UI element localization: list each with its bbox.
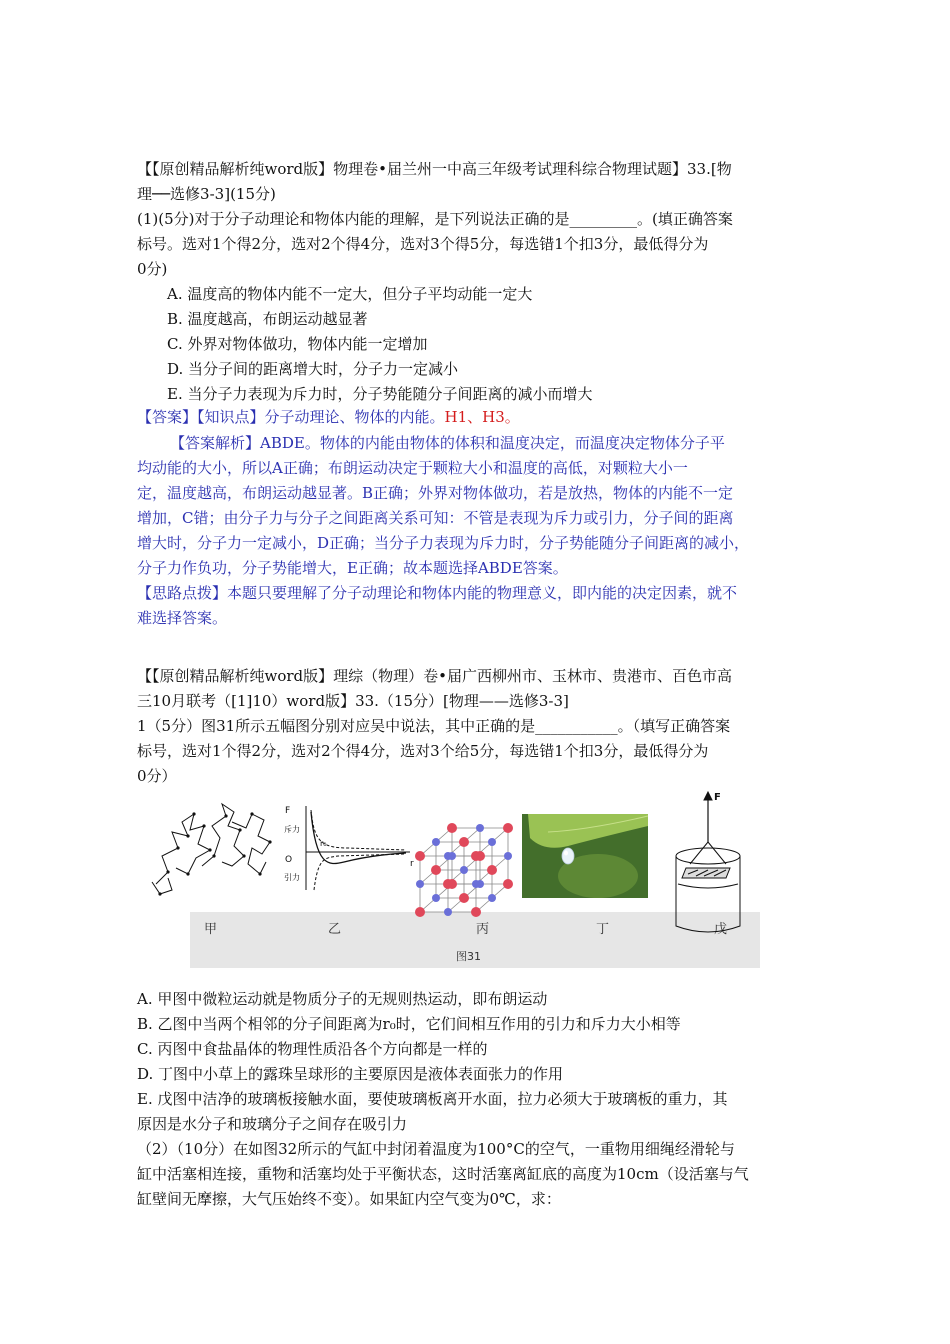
figure-label-ding: 丁 <box>596 922 610 937</box>
q1-analysis-line4: 增加，C错；由分子力与分子之间距离关系可知：不管是表现为斥力或引力，分子间的距离 <box>137 509 734 527</box>
graph-attraction-label: 引力 <box>284 873 300 882</box>
lattice-ion-cl <box>460 866 468 874</box>
q1-analysis-line5: 增大时，分子力一定减小，D正确；当分子力表现为斥力时，分子势能随分子间距离的减小， <box>137 534 750 552</box>
q2-header-line2: 三10月联考（[1]10）word版】33.（15分）[物理——选修3-3] <box>137 692 569 710</box>
lattice-ion-na <box>471 907 481 917</box>
q1-analysis-line6: 分子力作负功，分子势能增大，E正确；故本题选择ABDE答案。 <box>137 559 568 577</box>
dewdrop-photo <box>522 814 648 898</box>
figure-label-bing: 丙 <box>476 922 490 937</box>
lattice-ion-cl <box>444 908 452 916</box>
q1-prompt-line3: 0分) <box>137 260 168 278</box>
lattice-ion-cl <box>432 894 440 902</box>
q1-option-c: C. 外界对物体做功，物体内能一定增加 <box>167 335 428 353</box>
figure-31 <box>148 786 788 972</box>
figure-label-wu: 戊 <box>714 922 728 937</box>
figure-label-jia: 甲 <box>204 922 218 937</box>
lattice-ion-cl <box>472 880 480 888</box>
q2-option-b: B. 乙图中当两个相邻的分子间距离为r₀时，它们间相互作用的引力和斥力大小相等 <box>137 1015 681 1033</box>
lattice-ion-na <box>415 907 425 917</box>
lattice-ion-na <box>503 823 513 833</box>
q1-analysis-line1: 【答案解析】ABDE。物体的内能由物体的体积和温度决定，而温度决定物体分子平 <box>170 434 725 452</box>
q2-part2-line3: 缸壁间无摩擦，大气压始终不变）。如果缸内空气变为0℃，求： <box>137 1190 561 1208</box>
graph-repulsion-label: 斥力 <box>284 825 300 834</box>
q1-option-a: A. 温度高的物体内能不一定大，但分子平均动能一定大 <box>167 285 533 303</box>
graph-y-axis-label: F <box>285 806 291 816</box>
q1-header-line2: 理──选修3-3](15分) <box>137 185 276 203</box>
q2-header-line1: 【【原创精品解析纯word版】理综（物理）卷•届广西柳州市、玉林市、贵港市、百色市高 <box>137 667 732 685</box>
lattice-ion-cl <box>488 894 496 902</box>
lattice-ion-na <box>487 865 497 875</box>
q1-answer-label: 【答案】【知识点】分子动理论、物体的内能。 <box>137 408 445 426</box>
salt-crystal-lattice <box>415 823 513 917</box>
lattice-ion-cl <box>444 852 452 860</box>
figure-caption: 图31 <box>456 950 481 963</box>
q2-option-c: C. 丙图中食盐晶体的物理性质沿各个方向都是一样的 <box>137 1040 488 1058</box>
lattice-ion-cl <box>476 824 484 832</box>
q2-option-a: A. 甲图中微粒运动就是物质分子的无规则热运动，即布朗运动 <box>137 990 548 1008</box>
q1-hint-line2: 难选择答案。 <box>137 609 228 627</box>
lattice-ion-na <box>459 893 469 903</box>
q1-option-b: B. 温度越高，布朗运动越显著 <box>167 310 368 328</box>
lattice-ion-na <box>431 865 441 875</box>
figure-label-yi: 乙 <box>328 922 342 937</box>
lattice-ion-na <box>459 837 469 847</box>
lattice-ion-cl <box>432 838 440 846</box>
lattice-ion-cl <box>504 852 512 860</box>
graph-origin-label: O <box>285 855 293 865</box>
molecular-force-graph <box>284 806 414 890</box>
q2-prompt-line2: 标号，选对1个得2分，选对2个得4分，选对3个给5分，每选错1个扣3分，最低得分为 <box>137 742 709 760</box>
q1-analysis-line3: 定，温度越高，布朗运动越显著。B正确；外界对物体做功，若是放热，物体的内能不一定 <box>137 484 734 502</box>
lattice-ion-na <box>443 879 453 889</box>
q1-option-d: D. 当分子间的距离增大时，分子力一定减小 <box>167 360 459 378</box>
q1-answer-codes: H1、H3。 <box>444 408 520 426</box>
q2-part2-line1: （2）（10分）在如图32所示的气缸中封闭着温度为100°C的空气，一重物用细绳经滑轮与 <box>137 1140 735 1158</box>
glass-plate-force-diagram <box>676 792 740 932</box>
q2-option-e-line2: 原因是水分子和玻璃分子之间存在吸引力 <box>137 1115 408 1133</box>
q2-option-e-line1: E. 戊图中洁净的玻璃板接触水面，要使玻璃板离开水面，拉力必须大于玻璃板的重力，其 <box>137 1090 728 1108</box>
q2-option-d: D. 丁图中小草上的露珠呈球形的主要原因是液体表面张力的作用 <box>137 1065 564 1083</box>
lattice-ion-cl <box>488 838 496 846</box>
q1-analysis-line2: 均动能的大小，所以A正确；布朗运动决定于颗粒大小和温度的高低，对颗粒大小一 <box>137 459 688 477</box>
graph-x-axis-label: r <box>410 859 414 869</box>
q1-hint-line1: 【思路点拨】本题只要理解了分子动理论和物体内能的物理意义，即内能的决定因素，就不 <box>137 584 738 602</box>
lattice-ion-na <box>503 879 513 889</box>
lattice-ion-na <box>471 851 481 861</box>
q2-prompt-line1: 1（5分）图31所示五幅图分别对应吴中说法，其中正确的是___________。（填写正确答案 <box>137 717 731 735</box>
q1-option-e: E. 当分子力表现为斥力时，分子势能随分子间距离的减小而增大 <box>167 385 593 403</box>
force-label: F <box>714 792 721 803</box>
lattice-ion-cl <box>416 880 424 888</box>
brownian-motion-diagram <box>152 804 272 896</box>
q1-header-line1: 【【原创精品解析纯word版】物理卷•届兰州一中高三年级考试理科综合物理试题】33.[物 <box>137 160 732 178</box>
q1-prompt-line1: (1)(5分)对于分子动理论和物体内能的理解，是下列说法正确的是_________。(填正确答案 <box>137 210 733 228</box>
lattice-ion-na <box>415 851 425 861</box>
q2-prompt-line3: 0分） <box>137 767 177 785</box>
q2-part2-line2: 缸中活塞相连接，重物和活塞均处于平衡状态，这时活塞离缸底的高度为10cm（设活塞与气 <box>137 1165 749 1183</box>
graph-r0-label: r₀ <box>320 839 327 848</box>
q1-answer-line <box>137 405 520 430</box>
lattice-ion-na <box>447 823 457 833</box>
q1-prompt-line2: 标号。选对1个得2分，选对2个得4分，选对3个得5分，每选错1个扣3分，最低得分为 <box>137 235 709 253</box>
